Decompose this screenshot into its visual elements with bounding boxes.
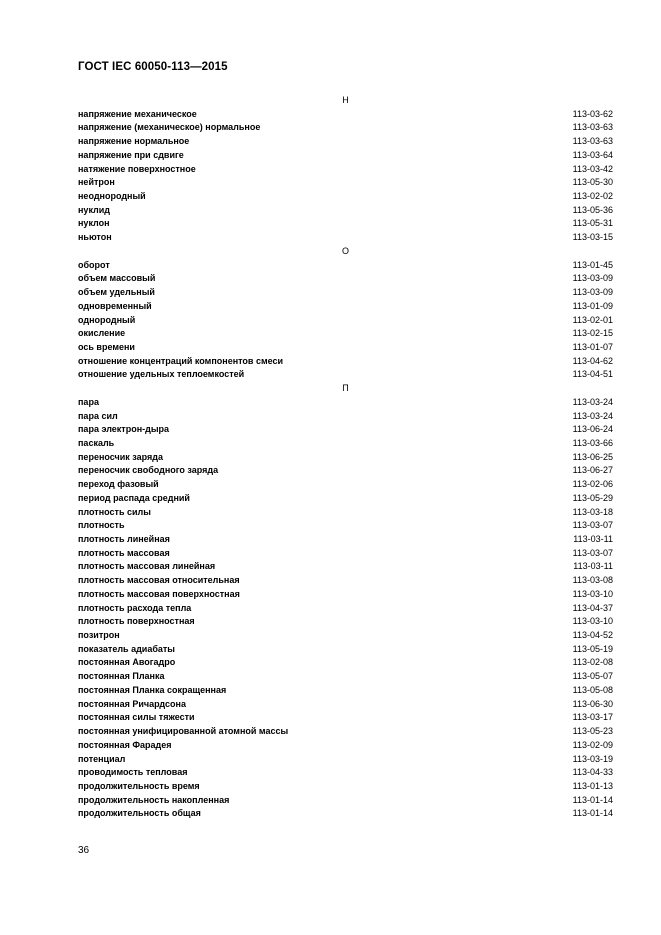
entry-code: 113-02-01 <box>572 314 613 325</box>
entry-term: постоянная силы тяжести <box>78 712 195 723</box>
entry-term: плотность силы <box>78 506 151 517</box>
entry-term: паскаль <box>78 437 115 448</box>
index-entry <box>78 807 613 821</box>
entry-term: напряжение (механическое) нормальное <box>78 122 261 133</box>
entry-code: 113-01-13 <box>572 780 613 791</box>
index-entry <box>78 231 613 245</box>
entry-code: 113-02-08 <box>572 657 613 668</box>
entry-code: 113-04-51 <box>572 369 613 380</box>
index-entry <box>78 478 613 492</box>
entry-code: 113-03-15 <box>572 232 613 243</box>
entry-term: пара <box>78 396 99 407</box>
entry-term: нуклон <box>78 218 110 229</box>
entry-code: 113-01-45 <box>572 259 613 270</box>
entry-term: показатель адиабаты <box>78 643 175 654</box>
entry-code: 113-05-36 <box>572 204 613 215</box>
entry-code: 113-05-08 <box>572 684 613 695</box>
entry-term: продолжительность накопленная <box>78 794 230 805</box>
entry-term: постоянная Авогадро <box>78 657 176 668</box>
index-entry <box>78 341 613 355</box>
entry-code: 113-01-14 <box>572 794 613 805</box>
entry-code: 113-06-25 <box>572 451 613 462</box>
entry-term: плотность массовая поверхностная <box>78 588 240 599</box>
entry-code: 113-03-42 <box>572 163 613 174</box>
entry-code: 113-03-11 <box>573 561 613 572</box>
entry-term: постоянная Фарадея <box>78 739 172 750</box>
entry-code: 113-05-29 <box>572 492 613 503</box>
index-entry <box>78 684 613 698</box>
entry-term: одновременный <box>78 300 152 311</box>
index-entry <box>78 739 613 753</box>
entry-code: 113-03-09 <box>572 287 613 298</box>
section-letter: О <box>341 245 349 256</box>
entry-term: переход фазовый <box>78 479 159 490</box>
entry-term: переносчик заряда <box>78 451 164 462</box>
entry-term: отношение удельных теплоемкостей <box>78 369 245 380</box>
entry-term: оборот <box>78 259 110 270</box>
index-entry <box>78 547 613 561</box>
entry-term: плотность массовая <box>78 547 170 558</box>
entry-code: 113-03-10 <box>572 616 613 627</box>
index-entry <box>78 108 613 122</box>
entry-code: 113-04-33 <box>572 767 613 778</box>
entry-term: постоянная Ричардсона <box>78 698 186 709</box>
index-entry <box>78 423 613 437</box>
entry-code: 113-01-14 <box>572 808 613 819</box>
entry-term: напряжение механическое <box>78 108 197 119</box>
entry-code: 113-05-30 <box>572 177 613 188</box>
entry-term: ось времени <box>78 341 135 352</box>
index-entry <box>78 725 613 739</box>
index-entry <box>78 780 613 794</box>
entry-code: 113-03-63 <box>572 136 613 147</box>
entry-code: 113-04-52 <box>572 630 613 641</box>
alphabetical-index <box>78 94 613 821</box>
index-entry <box>78 753 613 767</box>
index-entry <box>78 766 613 780</box>
entry-code: 113-03-09 <box>572 273 613 284</box>
entry-code: 113-03-11 <box>573 534 613 544</box>
entry-term: плотность массовая относительная <box>78 575 240 586</box>
entry-code: 113-05-23 <box>572 726 613 737</box>
entry-code: 113-03-07 <box>572 547 613 558</box>
section-letter: П <box>342 383 349 394</box>
entry-term: постоянная Планка сокращенная <box>78 684 227 695</box>
entry-term: напряжение нормальное <box>78 136 190 147</box>
entry-term: продолжительность время <box>78 780 200 791</box>
index-entry <box>78 629 613 643</box>
entry-code: 113-02-15 <box>572 328 613 339</box>
entry-term: пара электрон-дыра <box>78 424 170 435</box>
entry-term: переносчик свободного заряда <box>78 465 219 476</box>
index-entry <box>78 327 613 341</box>
entry-code: 113-02-06 <box>572 479 613 490</box>
entry-term: натяжение поверхностное <box>78 163 196 174</box>
index-entry <box>78 300 613 314</box>
entry-term: постоянная Планка <box>78 671 165 682</box>
index-entry <box>78 506 613 520</box>
index-entry <box>78 794 613 808</box>
index-entry <box>78 259 613 273</box>
entry-term: проводимость тепловая <box>78 767 188 778</box>
entry-term: ньютон <box>78 232 112 243</box>
index-entry <box>78 190 613 204</box>
entry-code: 113-03-17 <box>572 712 613 723</box>
index-entry <box>78 368 613 382</box>
index-entry <box>78 711 613 725</box>
index-entry <box>78 437 613 451</box>
entry-code: 113-05-19 <box>572 643 613 654</box>
entry-term: плотность линейная <box>78 534 170 544</box>
index-entry <box>78 176 613 190</box>
index-entry <box>78 396 613 410</box>
entry-term: плотность массовая линейная <box>78 561 216 572</box>
index-entry <box>78 643 613 657</box>
entry-code: 113-01-09 <box>572 300 613 311</box>
index-entry <box>78 656 613 670</box>
entry-term: объем удельный <box>78 287 155 298</box>
index-entry <box>78 588 613 602</box>
index-entry <box>78 615 613 629</box>
index-entry <box>78 533 613 547</box>
entry-code: 113-03-64 <box>572 149 613 160</box>
index-entry <box>78 121 613 135</box>
entry-term: неоднородный <box>78 191 146 202</box>
entry-term: позитрон <box>78 630 120 641</box>
entry-term: период распада средний <box>78 492 190 503</box>
entry-code: 113-01-07 <box>572 341 613 352</box>
entry-code: 113-05-07 <box>572 671 613 682</box>
index-entry <box>78 560 613 574</box>
index-entry <box>78 574 613 588</box>
entry-code: 113-06-30 <box>572 698 613 709</box>
entry-code: 113-03-08 <box>572 575 613 586</box>
index-entry <box>78 163 613 177</box>
entry-code: 113-02-09 <box>572 739 613 750</box>
page-number: 36 <box>78 845 90 856</box>
document-header: ГОСТ IEC 60050-113—2015 <box>78 61 228 73</box>
index-entry <box>78 314 613 328</box>
section-letter: Н <box>342 95 349 105</box>
index-entry <box>78 410 613 424</box>
entry-code: 113-03-63 <box>572 122 613 133</box>
entry-code: 113-03-10 <box>572 588 613 599</box>
index-entry <box>78 698 613 712</box>
entry-code: 113-03-24 <box>572 410 613 421</box>
entry-term: отношение концентраций компонентов смеси <box>78 355 284 366</box>
entry-term: нейтрон <box>78 177 115 188</box>
entry-code: 113-03-07 <box>572 520 613 531</box>
entry-code: 113-04-62 <box>572 355 613 366</box>
index-entry <box>78 602 613 616</box>
entry-term: постоянная унифицированной атомной массы <box>78 726 289 737</box>
index-entry <box>78 204 613 218</box>
entry-code: 113-03-24 <box>572 396 613 407</box>
entry-code: 113-02-02 <box>572 191 613 202</box>
entry-code: 113-04-37 <box>572 602 613 613</box>
entry-code: 113-05-31 <box>572 218 613 229</box>
entry-term: плотность поверхностная <box>78 616 195 627</box>
index-entry <box>78 519 613 533</box>
index-entry <box>78 492 613 506</box>
entry-code: 113-03-18 <box>572 506 613 517</box>
entry-term: нуклид <box>78 204 111 215</box>
index-entry <box>78 355 613 369</box>
index-entry <box>78 286 613 300</box>
entry-term: плотность расхода тепла <box>78 602 192 613</box>
entry-term: плотность <box>78 520 125 531</box>
entry-code: 113-06-27 <box>572 465 613 476</box>
entry-term: однородный <box>78 314 136 325</box>
index-entry <box>78 217 613 231</box>
index-entry <box>78 451 613 465</box>
entry-term: напряжение при сдвиге <box>78 149 184 160</box>
entry-term: объем массовый <box>78 273 156 284</box>
entry-term: окисление <box>78 328 126 339</box>
entry-term: продолжительность общая <box>78 808 201 819</box>
index-entry <box>78 149 613 163</box>
index-entry <box>78 464 613 478</box>
index-entry <box>78 670 613 684</box>
entry-code: 113-03-62 <box>572 108 613 119</box>
index-entry <box>78 135 613 149</box>
index-entry <box>78 272 613 286</box>
entry-code: 113-03-19 <box>572 753 613 764</box>
entry-term: пара сил <box>78 410 118 421</box>
entry-code: 113-03-66 <box>572 437 613 448</box>
entry-code: 113-06-24 <box>572 424 613 435</box>
entry-term: потенциал <box>78 753 126 764</box>
